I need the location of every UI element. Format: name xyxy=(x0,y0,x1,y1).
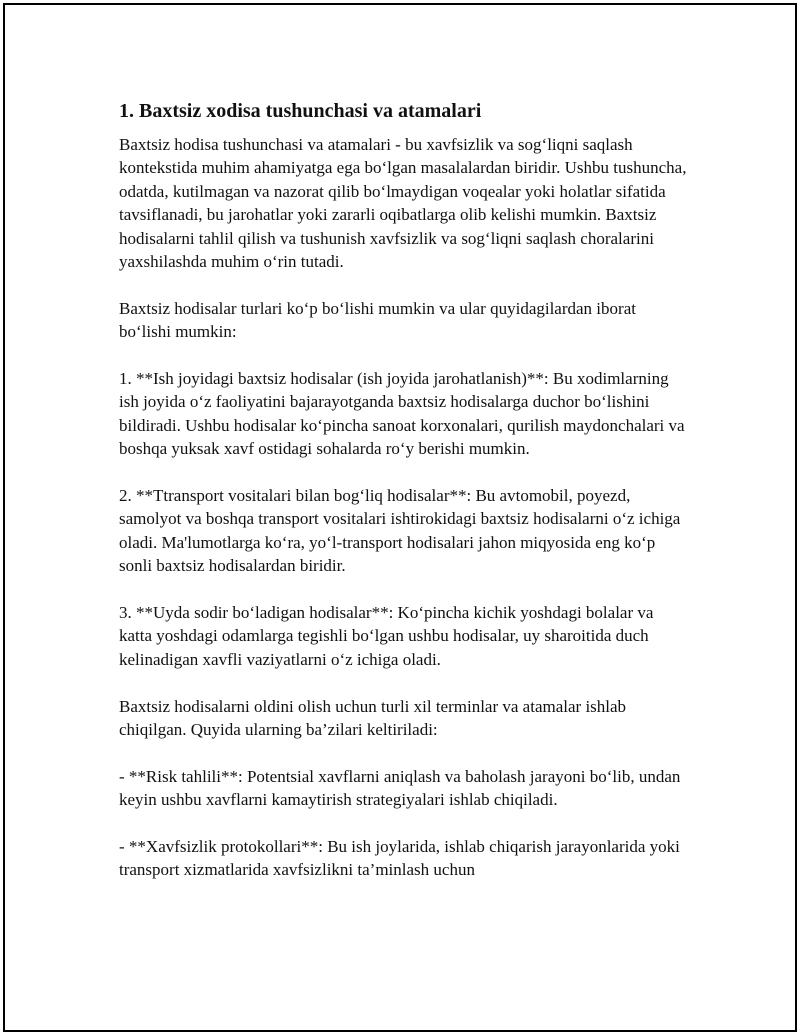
paragraph-workplace-accidents: 1. **Ish joyidagi baxtsiz hodisalar (ish joyida jarohatlanish)**: Bu xodimlarning ish joyida o‘z faoliyatini bajarayotganda baxtsiz hodisalarga duchor bo‘lishini bildiradi. Ushbu hodisalar ko‘pincha sanoat korxonalari, qurilish maydonchalari va boshqa yuksak xavf ostidagi sohalarda ro‘y berishi mumkin. xyxy=(119,369,685,459)
paragraph-intro: Baxtsiz hodisa tushunchasi va atamalari - bu xavfsizlik va sog‘liqni saqlash kontekstida muhim ahamiyatga ega bo‘lgan masalalardan biridir. Ushbu tushuncha, odatda, kutilmagan va nazorat qilib bo‘lmaydigan voqealar yoki holatlar sifatida tavsiflanadi, bu jarohatlar yoki zararli oqibatlarga olib kelishi mumkin. Baxtsiz hodisalarni tahlil qilish va tushunish xavfsizlik va sog‘liqni saqlash choralarini yaxshilashda muhim o‘rin tutadi. xyxy=(119,135,687,272)
document-page xyxy=(3,3,797,1032)
paragraph-risk-analysis: - **Risk tahlili**: Potentsial xavflarni aniqlash va baholash jarayoni bo‘lib, undan keyin ushbu xavflarni kamaytirish strategiyalari ishlab chiqiladi. xyxy=(119,766,681,810)
document-body xyxy=(119,97,689,905)
section-heading: 1. Baxtsiz xodisa tushunchasi va atamalari xyxy=(119,100,482,122)
paragraph-safety-protocols: - **Xavfsizlik protokollari**: Bu ish joylarida, ishlab chiqarish jarayonlarida yoki transport xizmatlarida xavfsizlikni ta’minlash uchun xyxy=(119,837,680,880)
paragraph-transport-accidents: 2. **Ttransport vositalari bilan bog‘liq hodisalar**: Bu avtomobil, poyezd, samolyot va boshqa transport vositalari ishtirokidagi baxtsiz hodisalarni o‘z ichiga oladi. Ma'lumotlarga ko‘ra, yo‘l-transport hodisalari jahon miqyosida eng ko‘p sonli baxtsiz hodisalardan biridir. xyxy=(119,486,681,576)
paragraph-terms-intro: Baxtsiz hodisalarni oldini olish uchun turli xil terminlar va atamalar ishlab chiqilgan. Quyida ularning ba’zilari keltiriladi: xyxy=(119,696,627,740)
paragraph-types-intro: Baxtsiz hodisalar turlari ko‘p bo‘lishi mumkin va ular quyidagilardan iborat bo‘lishi mumkin: xyxy=(119,298,636,342)
paragraph-home-accidents: 3. **Uyda sodir bo‘ladigan hodisalar**: Ko‘pincha kichik yoshdagi bolalar va katta yoshdagi odamlarga tegishli bo‘lgan ushbu hodisalar, uy sharoitida duch kelinadigan xavfli vaziyatlarni o‘z ichiga oladi. xyxy=(119,603,654,669)
